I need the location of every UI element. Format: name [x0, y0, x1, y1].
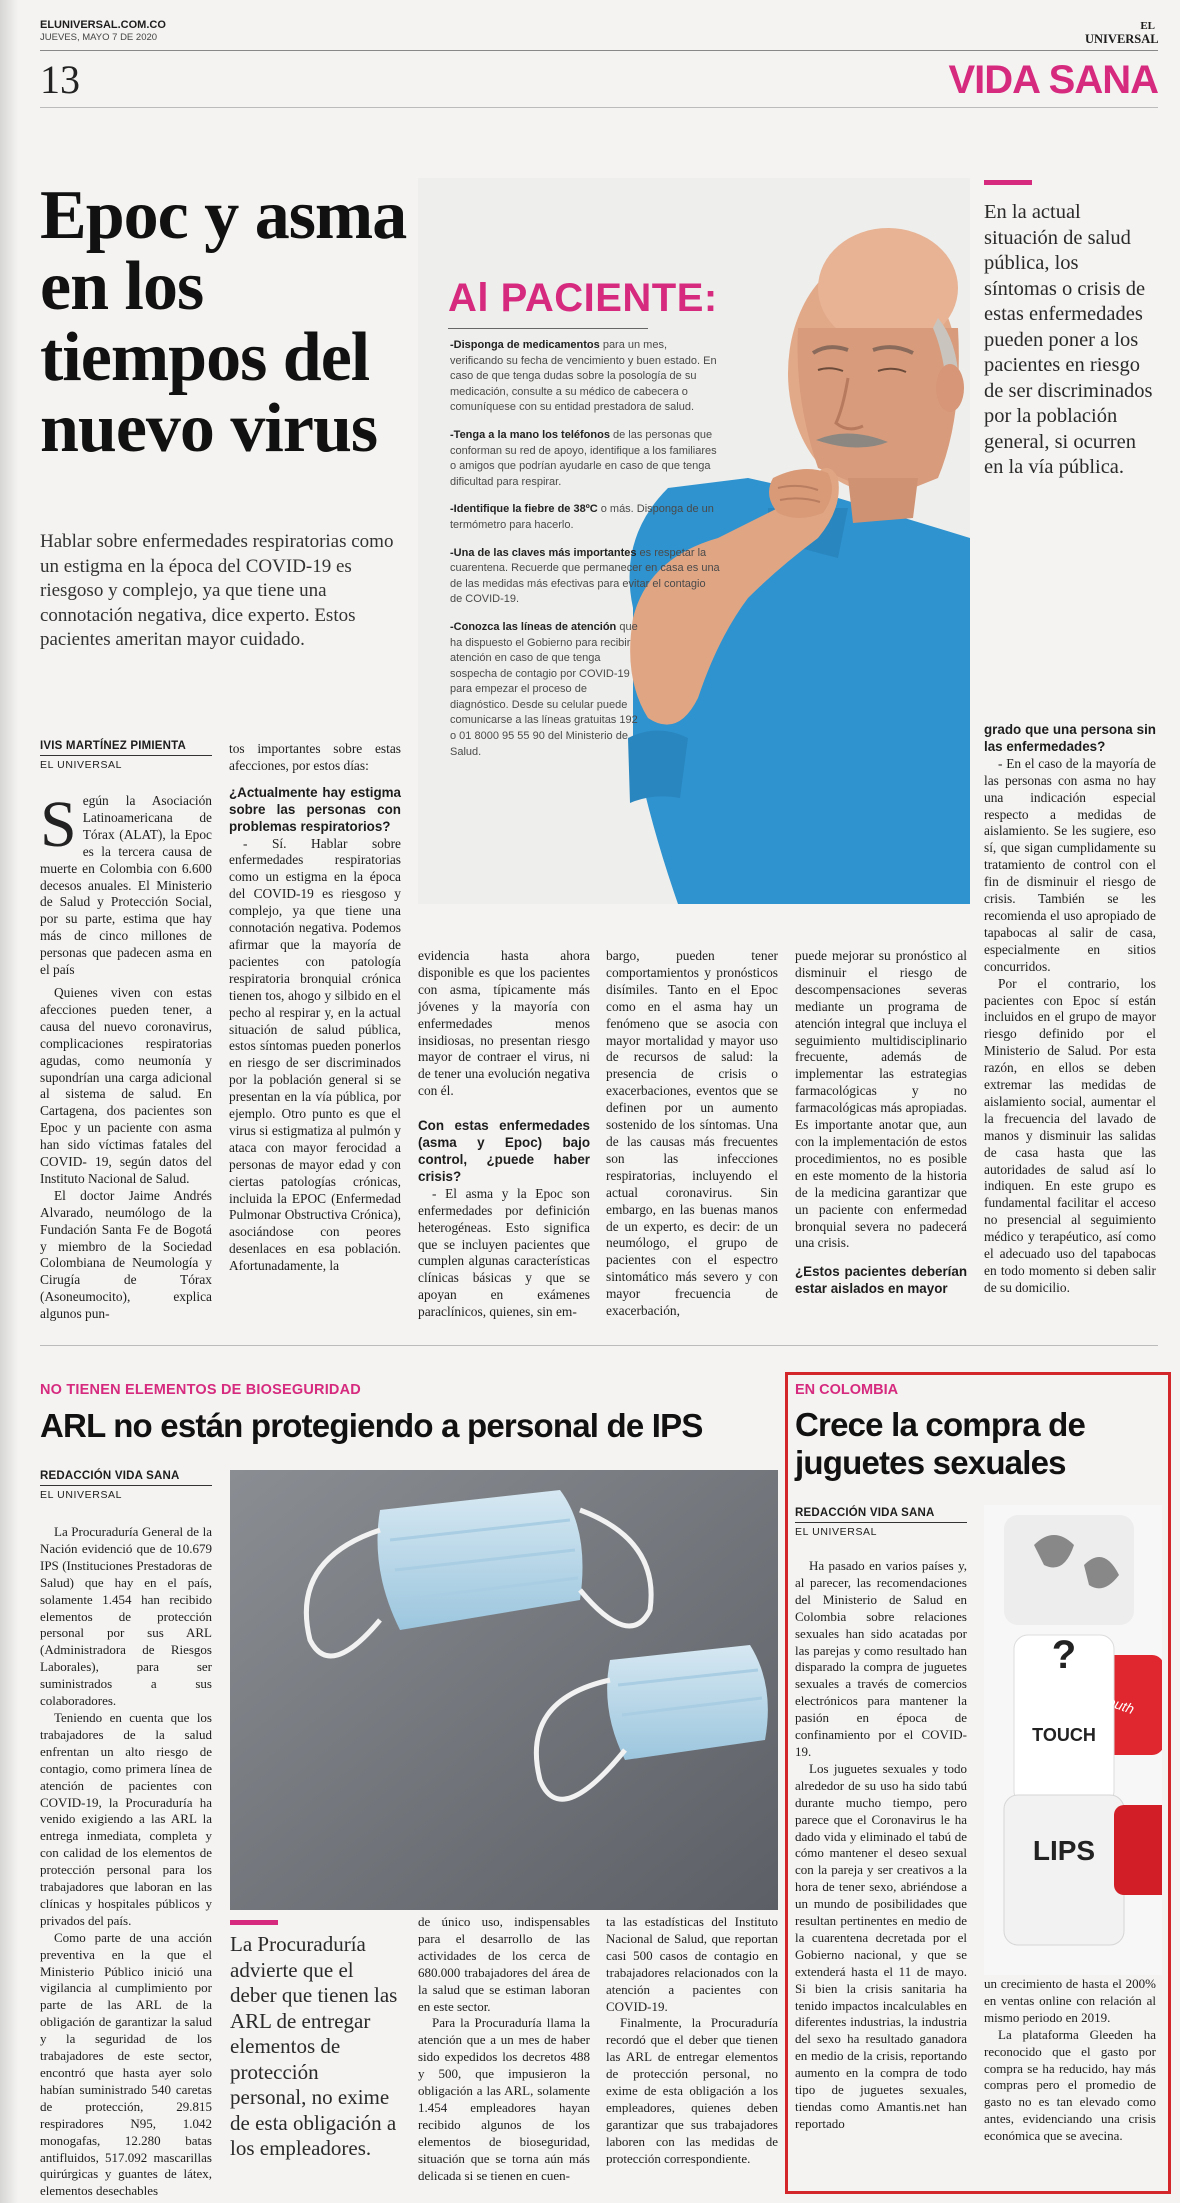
pullquote-bar — [984, 180, 1032, 185]
paragraph: - En el caso de la mayoría de las personas con asma no hay una indicación especial respecto a medidas de aislamiento. Se les sugiere, eso sí, que sigan cumplidamente su tratamiento de control con el fin de disminuir el riesgo de crisis. También se les recomienda el uso apropiado de tapabocas al salir de casa, especialmente en sitios concurridos. — [984, 755, 1156, 974]
article3-title: Crece la compra de juguetes sexuales — [795, 1406, 1086, 1481]
infobox-rule — [448, 328, 648, 329]
die-touch: TOUCH — [1032, 1725, 1096, 1745]
infobox-tips — [450, 338, 720, 772]
article1-col3 — [418, 948, 590, 1321]
byline-author: IVIS MARTÍNEZ PIMIENTA — [40, 740, 187, 752]
article2-kicker: NO TIENEN ELEMENTOS DE BIOSEGURIDAD — [40, 1382, 361, 1398]
paragraph: El doctor Jaime Andrés Alvarado, neumólogo de la Fundación Santa Fe de Bogotá y miembro de la Sociedad Colombiana de Neumología y Cirugía de Tórax (Asoneumocito), explica algunos pun- — [40, 1187, 212, 1322]
paragraph: Finalmente, la Procuraduría recordó que el deber que tienen las ARL de entregar elementos de protección personal, no exime de esta obligación a los empleadores, quienes deben garantizar que sus trabajadores laboren con las medidas de protección correspondiente. — [606, 2015, 778, 2166]
dropcap: S — [40, 788, 77, 861]
article1-title: Epoc y asma en los tiempos del nuevo virus — [40, 177, 407, 467]
tip-fiebre: -Identifique la fiebre de 38ºC o más. Disponga de un termómetro para hacerlo. — [450, 503, 714, 531]
article2-title: ARL no están protegiendo a personal de IPS — [40, 1407, 703, 1444]
tip-telefonos: -Tenga a la mano los teléfonos de las personas que conforman su red de apoyo, identifique a los familiares o amigos que podrían ayudarle en caso de que tenga dificultad para respirar. — [450, 428, 717, 488]
paragraph: Teniendo en cuenta que los trabajadores de la salud enfrentan un alto riesgo de contagio, como primera línea de atención de pacientes con COVID-19, la Procuraduría ha venido exigiendo a las ARL la entrega inmediata, completa y con calidad de los elementos de protección personal para los trabajadores que laboran en las clínicas y hospitales públicos y privados del país. — [40, 1709, 212, 1928]
paragraph: de único uso, indispensables para el desarrollo de las actividades de los cerca de 680.000 trabajadores del área de la salud que se estiman laboran en este sector. — [418, 1914, 590, 2014]
paragraph: Quienes viven con estas afecciones pueden tener, a causa del nuevo coronavirus, complicaciones respiratorias agudas, como neumonía y supondrían una carga adicional al sistema de salud. En Cartagena, dos pacientes son Epoc y un paciente con asma han sido víctimas fatales del COVID- 19, según datos del Instituto Nacional de Salud. — [40, 984, 212, 1186]
section-rule — [40, 107, 1158, 108]
infobox-title: Al PACIENTE: — [448, 276, 718, 320]
paragraph: - El asma y la Epoc son enfermedades por definición heterogéneas. Esto significa que se incluyen pacientes que cumplen algunas características clínicas básicas y que se apoyan en exámenes paraclínicos, quienes, sin em- — [418, 1185, 590, 1320]
question: grado que una persona sin las enfermedades? — [984, 722, 1156, 754]
masthead — [0, 0, 1180, 100]
logo-bottom: UNIVERSAL — [1085, 32, 1159, 46]
paragraph: Como parte de una acción preventiva en la que el Ministerio Público inició una vigilancia al cumplimiento por parte de las ARL de la obligación de garantizar la salud y la seguridad de los trabajadores de este sector, encontró que hasta ayer solo habían suministrado 540 caretas de protección, 29.815 respiradores N95, 1.042 monogafas, 12.280 batas antifluidos, 517.092 mascarillas quirúrgicas y guantes de látex, elementos desechables — [40, 1929, 212, 2199]
paragraph: Los juguetes sexuales y todo alrededor de su uso ha sido tabú durante mucho tiempo, pero parece que el Coronavirus le ha dado vida y eliminado el tabú de cómo mantener el deseo sexual con la pareja y ser creativos a la hora de tener sexo, abriéndose a un mundo de posibilidades que resultan pertinentes en medio de la cuarentena decretada por el Gobierno nacional, y que se extenderá hasta el 11 de mayo. Si bien la crisis sanitaria ha tenido impactos incalculables en diferentes industrias, la industria del sexo ha resultado ganadora en medio de la crisis, reportando aumento en la compra de todo tipo de juguetes sexuales, tiendas como Amantis.net han reportado — [795, 1760, 967, 2131]
infobox — [418, 178, 970, 904]
paragraph: La Procuraduría General de la Nación evidenció que de 10.679 IPS (Instituciones Prestadoras de Salud) que hay en el país, solamente 1.454 han recibido elementos de protección personal por sus ARL (Administradora de Riesgos Laborales), para ser suministrados a sus colaboradores. — [40, 1524, 212, 1709]
article2-col3 — [606, 1914, 778, 2168]
article3-byline — [795, 1507, 967, 1538]
article3-col1 — [795, 1558, 967, 2133]
paragraph: Para la Procuraduría llama la atención que a un mes de haber sido expedidos los decretos 488 y 500, que impusieron la obligación a las ARL, solamente 1.454 empleadores hayan recibido algunos de los elementos de bioseguridad, situación que se torna aún más delicada si se tienen en cuen- — [418, 2015, 590, 2183]
logo-top: EL — [1140, 20, 1155, 32]
article-divider — [40, 1345, 1158, 1346]
article1-col2 — [229, 741, 401, 1275]
article1-col5 — [795, 948, 967, 1298]
paragraph: puede mejorar su pronóstico al disminuir el riesgo de descompensaciones severas mediante un programa de atención integral que incluya el seguimiento multidisciplinario frecuente, además de implementar las estrategias farmacológicas y no farmacológicas más apropiadas. Es importante anotar que, aun con la implementación de estos procedimientos, no es posible en este momento de la historia de la medicina garantizar que un paciente con enfermedad bronquial severa no padecerá una crisis. — [795, 948, 967, 1251]
masthead-rule — [40, 50, 1158, 51]
issue-date: JUEVES, MAYO 7 DE 2020 — [40, 32, 158, 43]
article2-col1 — [40, 1524, 212, 2200]
page-number: 13 — [40, 57, 80, 102]
article1-col4 — [606, 948, 778, 1320]
paragraph: bargo, pueden tener comportamientos y pronósticos disímiles. Tanto en el Epoc como en el asma hay un fenómeno que se asocia con mayor mortalidad y mayor uso de recursos de salud: la presencia de crisis o exacerbaciones, eventos que se definen por un aumento sostenido de los síntomas. Una de las causas más frecuentes son las infecciones respiratorias, incluyendo el actual coronavirus. Sin embargo, en las buenas manos de un experto, es decir: de un neumólogo, el grupo de pacientes con el espectro sintomático más severo y con mayor frecuencia de exacerbación, — [606, 948, 778, 1319]
tip-medicamentos: -Disponga de medicamentos para un mes, verificando su fecha de vencimiento y buen estado. En caso de que tenga dudas sobre la posología de su medicación, consulte a su médico de cabecera o comuníquese con su entidad prestadora de salud. — [450, 339, 717, 414]
face-masks-photo — [230, 1470, 778, 1910]
paragraph: un crecimiento de hasta el 200% en ventas online con relación al mismo periodo en 2019. — [984, 1976, 1156, 2025]
article1-col6 — [984, 722, 1156, 1297]
article1-byline — [40, 740, 212, 771]
die-question: ? — [1051, 1633, 1077, 1677]
page-fold-shadow — [0, 0, 18, 2203]
question: Con estas enfermedades (asma y Epoc) bajo control, ¿puede haber crisis? — [418, 1118, 590, 1184]
byline-author: REDACCIÓN VIDA SANA — [40, 1470, 180, 1482]
paragraph: ta las estadísticas del Instituto Nacional de Salud, que reportan casi 500 casos de contagio en trabajadores relacionados con la atención a pacientes con COVID-19. — [606, 1914, 778, 2014]
paragraph: - Sí. Hablar sobre enfermedades respiratorias como un estigma en la época del COVID-19 es riesgoso y complejo, ya que tiene una connotación negativa. Podemos afirmar que la mayoría de pacientes con patología respiratoria bronquial crónica tienen tos, ahogo y silbido en el pecho al respirar y, en la actual situación de salud pública, estos síntomas pueden ponerlos en riesgo de ser discriminados por la población general si se presentan en la vía pública, por ejemplo. Otro punto es que el virus si estigmatiza al pulmón y ataca con mayor ferocidad a personas de mayor edad y con ciertas patologías crónicas, incluida la EPOC (Enfermedad Pulmonar Obstructiva Crónica), asociándose con peores desenlaces en esa población. Afortunadamente, la — [229, 835, 401, 1274]
site-url[interactable]: ELUNIVERSAL.COM.CO — [40, 19, 166, 31]
paragraph: Por el contrario, los pacientes con Epoc sí están incluidos en el grupo de mayor riesgo definido por el Ministerio de Salud. Por esta razón, en ellos se deben extremar las medidas de aislamiento social, aumentar el la frecuencia del lavado de manos y disminuir las salidas de casa hasta que las autoridades de salud así lo indiquen. En este grupo es fundamental facilitar el acceso no presencial al seguimiento médico y terapéutico, así como el adecuado uso del tapabocas en todo momento si deben salir de su domicilio. — [984, 975, 1156, 1295]
die-lips: LIPS — [1032, 1835, 1096, 1866]
paragraph: La plataforma Gleeden ha reconocido que el gasto por compra se ha reducido, hay más compras pero el promedio de gasto no es tan elevado como antes, evidenciando una crisis económica que se avecina. — [984, 2026, 1156, 2144]
pullquote-bar — [230, 1920, 278, 1925]
section-title: VIDA SANA — [948, 58, 1158, 102]
question: ¿Estos pacientes deberían estar aislados en mayor — [795, 1264, 967, 1297]
article1-col1 — [40, 788, 212, 1323]
paragraph: egún la Asociación Latinoamericana de Tórax (ALAT), la Epoc es la tercera causa de muerte en Colombia con 6.600 decesos anuales. El Ministerio de Salud y Protección Social, por su parte, estima que hay más de cinco millones de personas que padecen asma en el país — [40, 793, 212, 978]
question: ¿Actualmente hay estigma sobre las personas con problemas respiratorios? — [229, 784, 401, 834]
tip-lineas: -Conozca las líneas de atención que ha dispuesto el Gobierno para recibir atención en caso de que tenga sospecha de contagio por COVID-19 para empezar el proceso de diagnóstico. Desde su celular puede comunicarse a las líneas gratuitas 192 o 01 8000 95 55 90 del Ministerio de Salud. — [450, 620, 638, 758]
article3-col2 — [984, 1976, 1156, 2145]
paragraph: tos importantes sobre estas afecciones, por estos días: — [229, 741, 401, 773]
article1-pullquote: En la actual situación de salud pública, los síntomas o crisis de estas enfermedades pueden poner a los pacientes en riesgo de ser discriminados por la población general, si ocurren en la vía pública. — [984, 201, 1153, 478]
article1-deck: Hablar sobre enfermedades respiratorias como un estigma en la época del COVID-19 es riesgoso y complejo, ya que tiene una connotación negativa, dice experto. Estos pacientes ameritan mayor cuidado. — [40, 531, 394, 650]
byline-outlet: EL UNIVERSAL — [40, 759, 123, 771]
byline-outlet: EL UNIVERSAL — [40, 1489, 123, 1501]
paragraph: Ha pasado en varios países y, al parecer, las recomendaciones del Ministerio de Salud en Colombia sobre relaciones sexuales han sido acatadas por las parejas y como resultado han disparado la compra de juguetes sexuales a través de comercios electrónicos para mantener la pasión en época de confinamiento por el COVID-19. — [795, 1558, 967, 1759]
byline-outlet: EL UNIVERSAL — [795, 1526, 878, 1538]
byline-author: REDACCIÓN VIDA SANA — [795, 1507, 935, 1519]
article2-col2 — [418, 1914, 590, 2185]
die-mouth: mouth — [1094, 1688, 1137, 1718]
tip-cuarentena: -Una de las claves más importantes es respetar la cuarentena. Recuerde que permanecer en casa es una de las medidas más efectivas para evitar el contagio de COVID-19. — [450, 546, 720, 606]
article3-kicker: EN COLOMBIA — [795, 1382, 899, 1398]
dice-photo — [984, 1505, 1162, 1975]
article2-byline — [40, 1470, 212, 1501]
article2-pullquote: La Procuraduría advierte que el deber que tienen las ARL de entregar elementos de protección personal, no exime de esta obligación a los empleadores. — [230, 1932, 398, 2160]
logo — [1085, 20, 1159, 46]
paragraph: evidencia hasta ahora disponible es que los pacientes con asma, típicamente más jóvenes y la mayoría con enfermedades menos insidiosas, no presentan riesgo mayor de contraer el virus, ni de tener una evolución negativa con él. — [418, 948, 590, 1099]
